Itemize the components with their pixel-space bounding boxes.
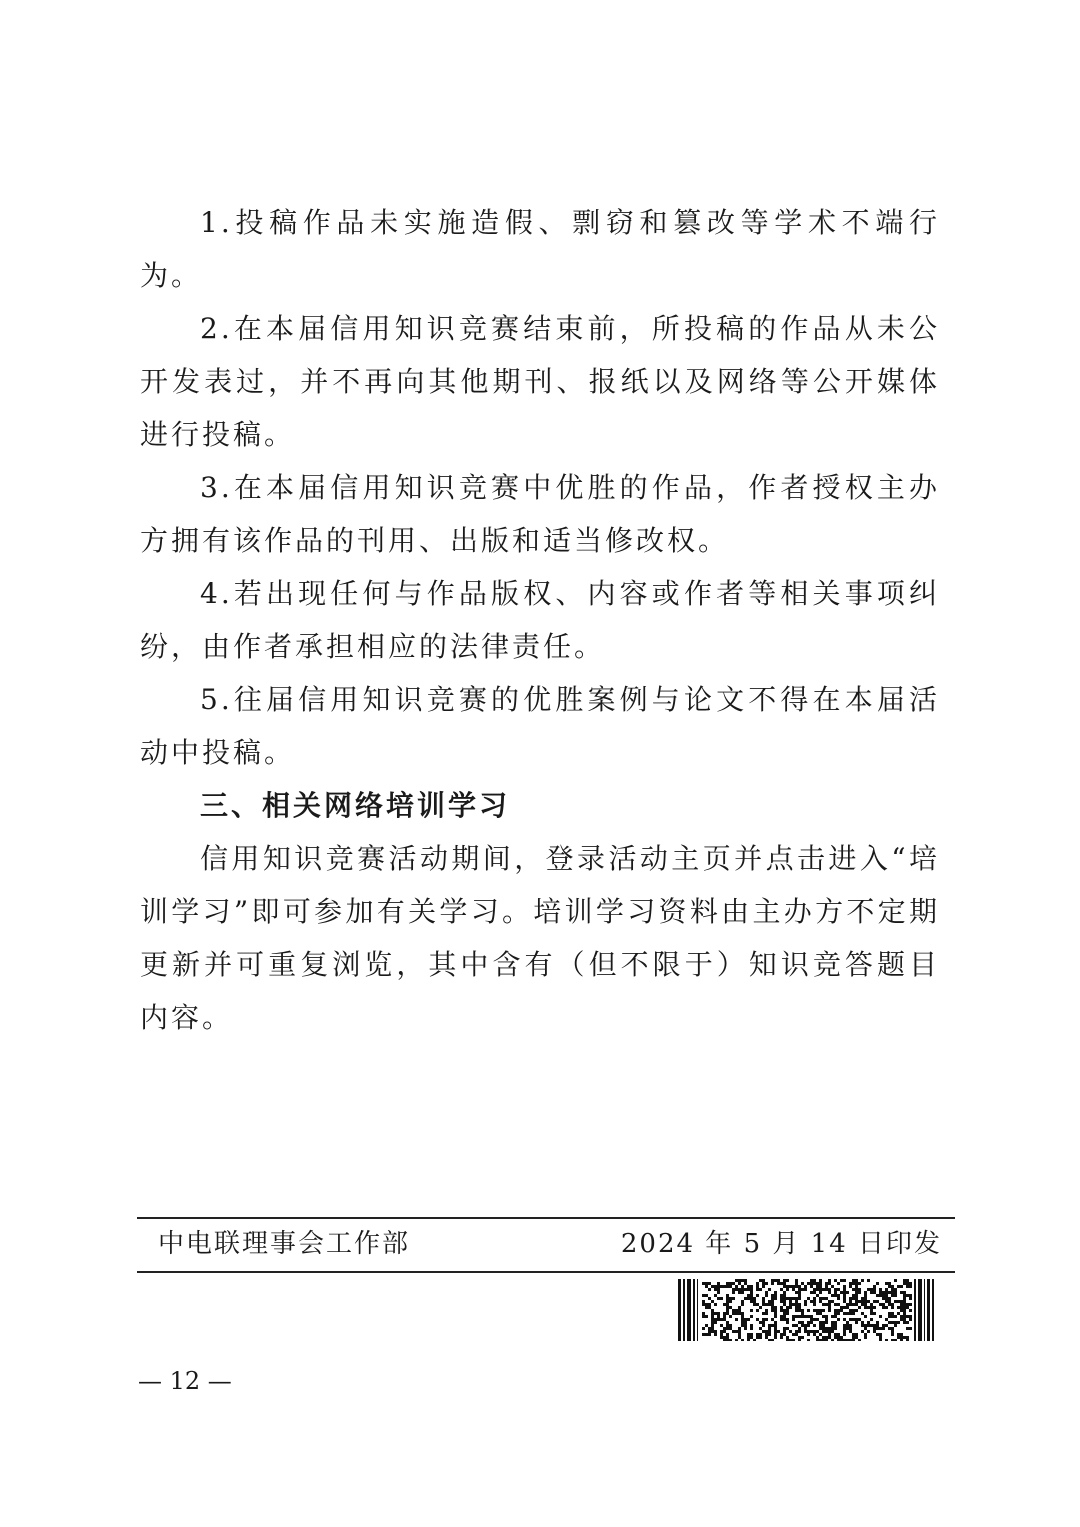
page-number: — 12 —: [138, 1367, 232, 1395]
footer-top-rule: [137, 1217, 955, 1219]
barcode-icon: [678, 1279, 934, 1341]
issue-date: 2024 年 5 月 14 日印发: [620, 1229, 942, 1259]
clause-5: 5.往届信用知识竞赛的优胜案例与论文不得在本届活动中投稿。: [140, 683, 940, 769]
issuer-name: 中电联理事会工作部: [158, 1229, 411, 1259]
clause-2: 2.在本届信用知识竞赛结束前，所投稿的作品从未公开发表过，并不再向其他期刊、报纸以及网络等公开媒体进行投稿。: [140, 312, 940, 451]
clause-1: 1.投稿作品未实施造假、剽窃和篡改等学术不端行为。: [140, 206, 940, 292]
section-paragraph: 信用知识竞赛活动期间，登录活动主页并点击进入“培训学习”即可参加有关学习。培训学习资料由主办方不定期更新并可重复浏览，其中含有（但不限于）知识竞答题目内容。: [140, 842, 940, 1034]
clause-3: 3.在本届信用知识竞赛中优胜的作品，作者授权主办方拥有该作品的刊用、出版和适当修改权。: [140, 471, 940, 557]
section-heading: 三、相关网络培训学习: [200, 789, 511, 822]
document-body: [140, 196, 940, 1044]
clause-4: 4.若出现任何与作品版权、内容或作者等相关事项纠纷，由作者承担相应的法律责任。: [140, 577, 940, 663]
footer-bottom-rule: [137, 1271, 955, 1273]
